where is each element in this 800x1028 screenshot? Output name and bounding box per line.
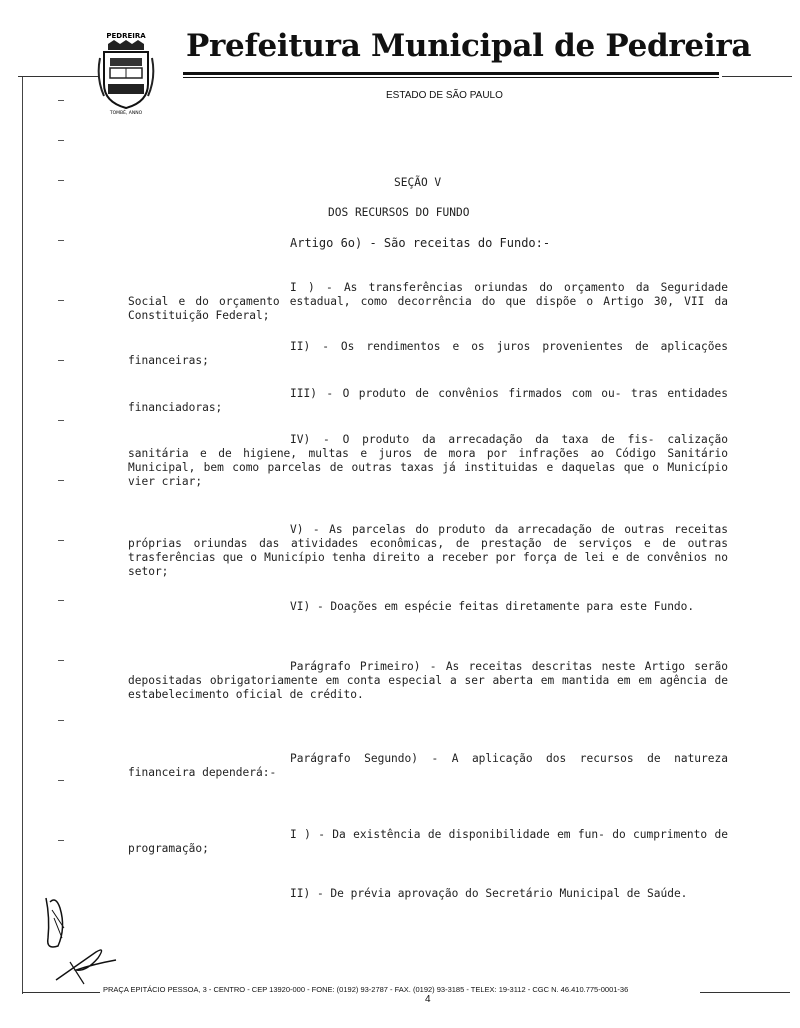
paragraph-lead: I ) - As transferências oriundas do orçamento xyxy=(290,281,625,294)
seal-bottom-text: TOMBÉ, ANNO xyxy=(109,111,143,116)
paragraph-item-9 xyxy=(128,828,728,856)
paragraph-text: tras entidades financiadoras; xyxy=(128,387,728,414)
footer-address: PRAÇA EPITÁCIO PESSOA, 3 - CENTRO - CEP 13920-000 - FONE: (0192) 93-2787 - FAX. (0192) 93-3185 - TELEX: 19-3112 - CGC N. 46.410.775-0001-36 xyxy=(103,985,629,994)
margin-tick xyxy=(58,540,64,541)
section-heading: SEÇÃO V xyxy=(394,176,442,189)
paragraph-item-1 xyxy=(128,281,728,323)
paragraph-item-2 xyxy=(128,340,728,368)
margin-tick xyxy=(58,420,64,421)
margin-tick xyxy=(58,140,64,141)
paragraph-text: de aplicações financeiras; xyxy=(128,340,728,367)
paragraph-lead: Parágrafo Segundo) - A aplicação dos recursos xyxy=(290,752,634,765)
paragraph-item-5 xyxy=(128,523,728,579)
paragraph-item-10 xyxy=(128,887,728,901)
paragraph-item-3 xyxy=(128,387,728,415)
header-rule-left xyxy=(18,76,98,77)
seal-top-text: PEDREIRA xyxy=(106,32,146,40)
paragraph-text: para este Fundo. xyxy=(586,600,695,613)
letterhead-title: Prefeitura Municipal de Pedreira xyxy=(186,28,752,64)
paragraph-text: de natureza financeira dependerá:- xyxy=(128,752,728,779)
margin-tick xyxy=(58,360,64,361)
paragraph-lead: I ) - Da existência de disponibilidade em fun- xyxy=(290,828,605,841)
page-number: 4 xyxy=(425,994,431,1005)
margin-tick xyxy=(58,180,64,181)
paragraph-text: do cumprimento de programação; xyxy=(128,828,728,855)
paragraph-text: outras receitas próprias oriundas das atividades econômicas, de prestação de serviços e de outras trasferências que o Município tenha direito a receber por força de lei e de convênios no setor; xyxy=(128,523,728,578)
footer-rule-right xyxy=(700,992,790,993)
paragraph-item-8 xyxy=(128,752,728,780)
margin-tick xyxy=(58,480,64,481)
municipal-seal-icon xyxy=(96,28,156,116)
margin-tick xyxy=(58,300,64,301)
paragraph-text: da Seguridade Social e do orçamento estadual, como decorrência do que dispõe o Artigo 30, VII da Constituição Federal; xyxy=(128,281,728,322)
article-heading: Artigo 6o) - São receitas do Fundo:- xyxy=(290,236,551,250)
signature-icon xyxy=(36,888,126,988)
paragraph-item-4 xyxy=(128,433,728,489)
paragraph-lead: II) - De prévia aprovação do Secretário xyxy=(290,887,553,900)
paragraph-item-6 xyxy=(128,600,728,614)
paragraph-item-7 xyxy=(128,660,728,702)
footer-rule-left xyxy=(22,992,100,993)
letterhead-rule xyxy=(183,72,719,78)
header-rule-right xyxy=(722,76,792,77)
paragraph-lead: II) - Os rendimentos e os juros provenientes xyxy=(290,340,624,353)
margin-tick xyxy=(58,600,64,601)
paragraph-lead: Parágrafo Primeiro) - As receitas descritas xyxy=(290,660,593,673)
section-subheading: DOS RECURSOS DO FUNDO xyxy=(328,206,470,219)
letterhead-state: ESTADO DE SÃO PAULO xyxy=(386,90,503,101)
paragraph-lead: VI) - Doações em espécie feitas diretamente xyxy=(290,600,580,613)
paragraph-text: calização sanitária e de higiene, multas e juros de mora por infrações ao Código Sanitário Municipal, bem como parcelas de outras taxas já instituidas e daquelas que o Município vier criar; xyxy=(128,433,728,488)
paragraph-lead: III) - O produto de convênios firmados com ou- xyxy=(290,387,622,400)
margin-tick xyxy=(58,720,64,721)
paragraph-lead: IV) - O produto da arrecadação da taxa de fis- xyxy=(290,433,655,446)
margin-tick xyxy=(58,100,64,101)
margin-tick xyxy=(58,780,64,781)
margin-tick xyxy=(58,660,64,661)
margin-tick xyxy=(58,240,64,241)
paragraph-text: neste Artigo serão depositadas obrigatoriamente em conta especial a ser aberta em mantida em em agência de estabelecimento oficial de crédito. xyxy=(128,660,728,701)
paragraph-text: Municipal de Saúde. xyxy=(559,887,688,900)
left-margin-line xyxy=(22,76,23,994)
paragraph-lead: V) - As parcelas do produto da arrecadação de xyxy=(290,523,615,536)
margin-tick xyxy=(58,840,64,841)
